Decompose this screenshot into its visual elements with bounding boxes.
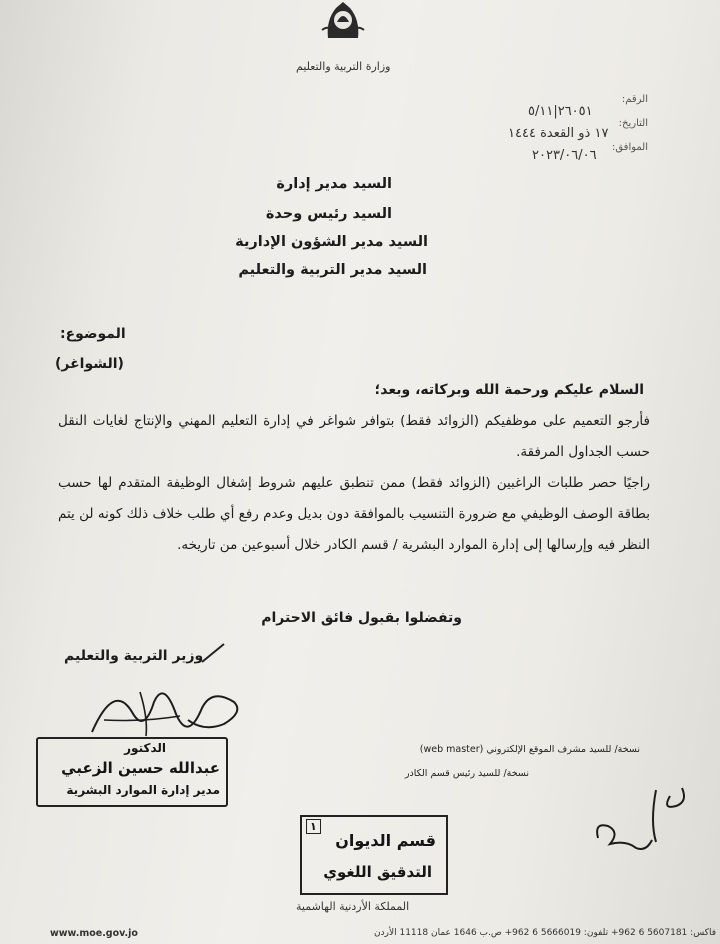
addressee-3: السيد مدير الشؤون الإدارية — [235, 234, 428, 250]
stamp-line-1: قسم الديوان — [335, 831, 436, 850]
copy-line-1: نسخة/ للسيد مشرف الموقع الإلكتروني (web master) — [419, 744, 640, 755]
ref-label: الرقم: — [621, 94, 648, 105]
footer-contact: فاكس: 5607181 6 962+ تلفون: 5666019 6 962+ ص.ب 1646 عمان 11118 الأردن — [374, 928, 716, 938]
gregorian-date: ٢٠٢٣/٠٦/٠٦ — [532, 148, 597, 163]
ref-value: ٢٦٠٥١|٥/١١ — [528, 104, 593, 119]
paragraph-1: فأرجو التعميم على موظفيكم (الزوائد فقط) بتوافر شواغر في إدارة التعليم المهني والإنتاج لغايات النقل حسب الجداول المرفقة. — [58, 413, 650, 460]
initials-signature — [590, 782, 700, 862]
date-label: التاريخ: — [618, 118, 648, 129]
footer — [0, 926, 720, 944]
closing-line: وتفضلوا بقبول فائق الاحترام — [261, 610, 462, 626]
corresponding-label: الموافق: — [611, 142, 648, 153]
hijri-date: ١٧ ذو القعدة ١٤٤٤ — [508, 126, 609, 141]
stamp-title: الدكتور — [124, 741, 166, 755]
stamp-line-2: التدقيق اللغوي — [323, 863, 432, 881]
addressee-1: السيد مدير إدارة — [276, 176, 392, 192]
footer-website: www.moe.gov.jo — [50, 928, 138, 939]
signature-title: وزير التربية والتعليم — [64, 648, 204, 664]
stamp-number: ١ — [306, 819, 321, 834]
addressee-2: السيد رئيس وحدة — [265, 206, 392, 222]
paragraph-2: راجيًا حصر طلبات الراغبين (الزوائد فقط) ممن تنطبق عليهم شروط إشغال الوظيفة المتقدم لها حسب بطاقة الوصف الوظيفي مع ضرورة التنسيب بالموافقة دون بديل وعدم رفع أي طلب خلاف ذلك كونه لن يتم النظر فيه وإرسالها إلى إدارة الموارد البشرية / قسم الكادر خلال أسبوعين من تاريخه. — [58, 475, 650, 553]
jordan-crest-icon — [318, 0, 368, 42]
body-text — [58, 406, 650, 561]
stamp-name: عبدالله حسين الزعبي — [61, 759, 220, 777]
signatory-stamp — [36, 737, 228, 807]
stamp-position: مدير إدارة الموارد البشرية — [66, 783, 220, 797]
subject-value: (الشواغر) — [55, 356, 124, 372]
pen-tick-icon — [198, 640, 228, 666]
kingdom-text: المملكة الأردنية الهاشمية — [296, 900, 410, 913]
addressee-4: السيد مدير التربية والتعليم — [238, 262, 427, 278]
meta-labels — [612, 94, 648, 166]
audit-stamp — [300, 815, 448, 895]
subject-label: الموضوع: — [60, 326, 126, 342]
greeting: السلام عليكم ورحمة الله وبركاته، وبعد؛ — [374, 382, 644, 398]
ministry-logo-text: وزارة التربية والتعليم — [296, 60, 391, 73]
copy-line-2: نسخة/ للسيد رئيس قسم الكادر — [404, 768, 529, 779]
